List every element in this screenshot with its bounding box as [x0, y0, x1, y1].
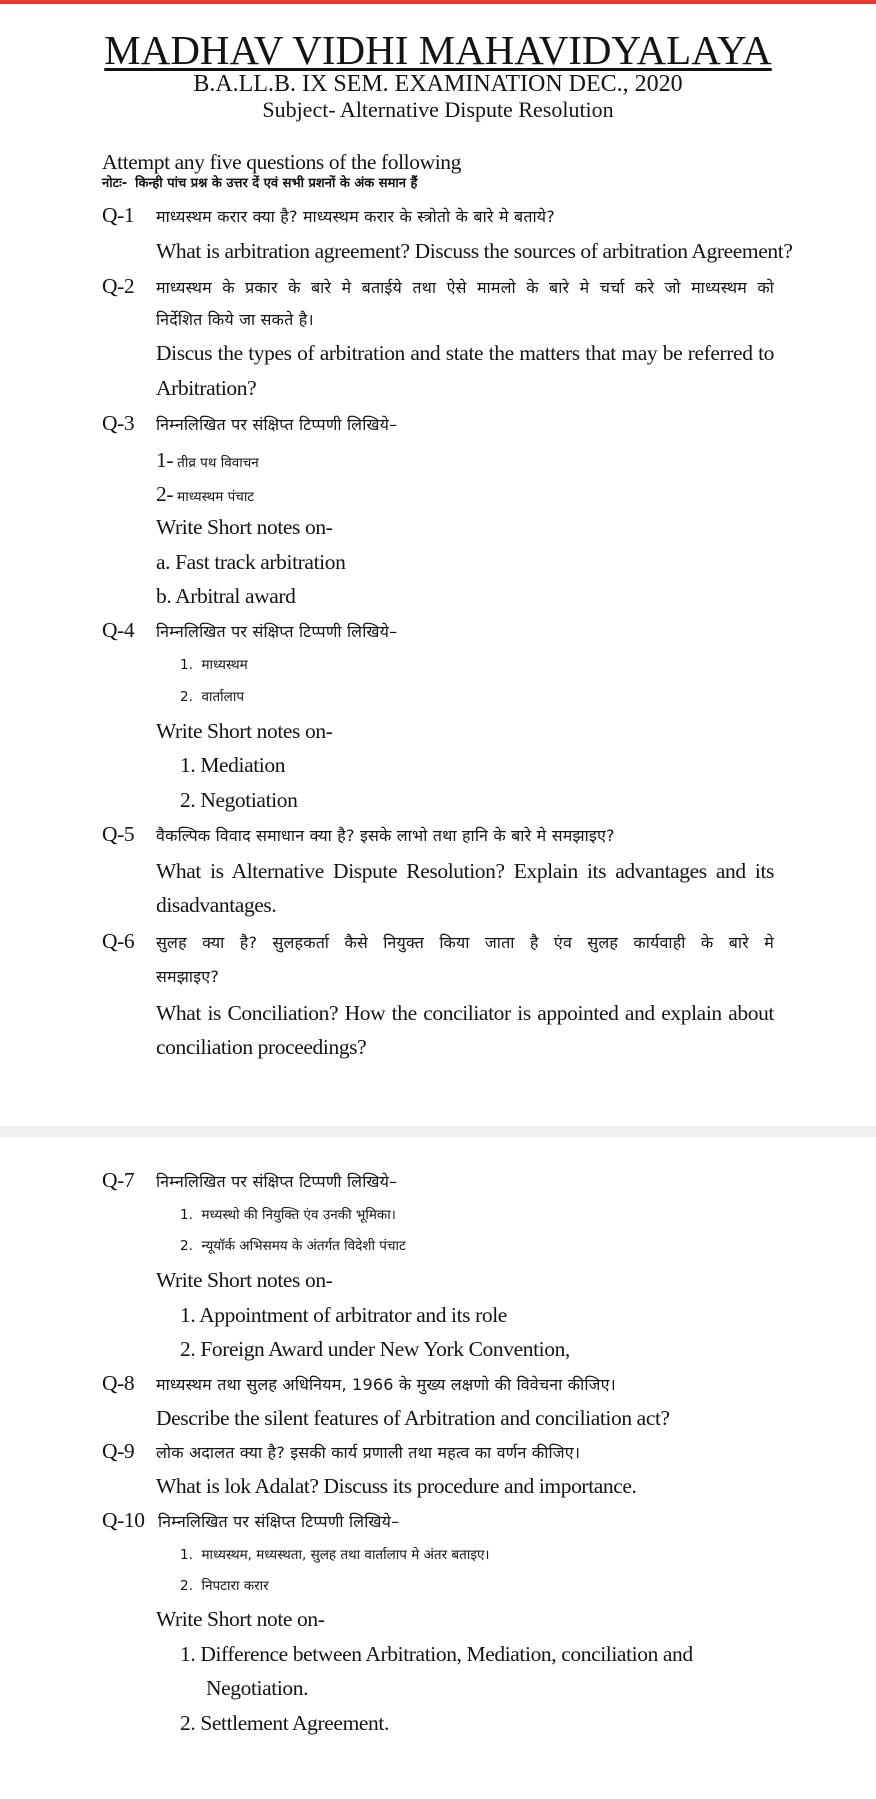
list-item: 1. मध्यस्थो की नियुक्ति एंव उनकी भूमिका। [180, 1207, 396, 1223]
question-number: Q-6 [102, 929, 135, 953]
question-hindi: निम्नलिखित पर संक्षिप्त टिप्पणी लिखिये– [156, 622, 398, 641]
question-hindi: माध्यस्थम करार क्या है? माध्यस्थम करार के स्त्रोतो के बारे मे बताये? [156, 207, 555, 226]
question-hindi: निर्देशित किये जा सकते है। [156, 310, 314, 329]
question-english: What is Alternative Dispute Resolution? Explain its advantages and its [156, 859, 774, 883]
question-number: Q-2 [102, 274, 135, 298]
question-english: Arbitration? [156, 376, 257, 400]
question-number: Q-1 [102, 203, 135, 227]
list-item: 1- तीव्र पथ विवाचन [156, 448, 259, 472]
question-hindi: निम्नलिखित पर संक्षिप्त टिप्पणी लिखिये– [156, 1172, 398, 1191]
question-hindi: निम्नलिखित पर संक्षिप्त टिप्पणी लिखिये– [158, 1512, 400, 1531]
list-item: a. Fast track arbitration [156, 550, 346, 574]
question-english: What is lok Adalat? Discuss its procedure and importance. [156, 1474, 637, 1498]
question-paper-page-2 [0, 1137, 876, 1799]
question-number: Q-7 [102, 1168, 135, 1192]
question-english: What is arbitration agreement? Discuss the sources of arbitration Agreement? [156, 239, 793, 263]
page-separator [0, 1126, 876, 1137]
question-english: What is Conciliation? How the conciliator is appointed and explain about [156, 1001, 774, 1025]
instruction-hindi: नोटः- किन्ही पांच प्रश्न के उत्तर दें एवं सभी प्रशनों के अंक समान हैं [102, 176, 418, 191]
question-hindi: समझाइए? [156, 967, 220, 986]
question-english: Write Short notes on- [156, 1268, 333, 1292]
question-english: Write Short notes on- [156, 719, 333, 743]
list-item: 2. Foreign Award under New York Convention, [180, 1337, 570, 1361]
list-item: 2. वार्तालाप [180, 689, 244, 705]
college-name: MADHAV VIDHI MAHAVIDYALAYA [104, 27, 772, 73]
question-number: Q-8 [102, 1371, 135, 1395]
list-item: 2. निपटारा करार [180, 1578, 269, 1594]
question-number: Q-9 [102, 1439, 135, 1463]
list-item: 2. न्यूयॉर्क अभिसमय के अंतर्गत विदेशी पंचाट [180, 1238, 406, 1254]
exam-title: B.A.LL.B. IX SEM. EXAMINATION DEC., 2020 [193, 71, 683, 97]
list-item: 1. Mediation [180, 753, 286, 777]
question-number: Q-3 [102, 411, 135, 435]
instruction-english: Attempt any five questions of the following [102, 150, 461, 174]
subject-title: Subject- Alternative Dispute Resolution [262, 97, 614, 122]
question-hindi: माध्यस्थम तथा सुलह अधिनियम, 1966 के मुख्य लक्षणो की विवेचना कीजिए। [156, 1375, 616, 1394]
list-item: 1. माध्यस्थम, मध्यस्थता, सुलह तथा वार्तालाप मे अंतर बताइए। [180, 1547, 490, 1563]
question-hindi: निम्नलिखित पर संक्षिप्त टिप्पणी लिखिये– [156, 415, 398, 434]
list-item: 1. Difference between Arbitration, Mediation, conciliation and [180, 1642, 693, 1666]
question-hindi: सुलह क्या है? सुलहकर्ता कैसे नियुक्त किया जाता है एंव सुलह कार्यवाही के बारे मे [156, 933, 774, 952]
list-item: 2- माध्यस्थम पंचाट [156, 482, 255, 506]
question-hindi: माध्यस्थम के प्रकार के बारे मे बताईये तथा ऐसे मामलो के बारे मे चर्चा करे जो माध्यस्थम को [156, 278, 774, 297]
question-english: Discus the types of arbitration and state the matters that may be referred to [156, 341, 774, 365]
list-item-continuation: Negotiation. [206, 1676, 309, 1700]
list-item: 2. Settlement Agreement. [180, 1711, 389, 1735]
question-english: Write Short note on- [156, 1607, 325, 1631]
question-hindi: वैकल्पिक विवाद समाधान क्या है? इसके लाभो तथा हानि के बारे मे समझाइए? [156, 826, 615, 845]
question-number: Q-4 [102, 618, 135, 642]
question-hindi: लोक अदालत क्या है? इसकी कार्य प्रणाली तथा महत्व का वर्णन कीजिए। [156, 1443, 581, 1462]
list-item: 1. Appointment of arbitrator and its role [180, 1303, 507, 1327]
question-paper-page-1 [0, 4, 876, 1126]
question-number: Q-5 [102, 822, 135, 846]
list-item: 1. माध्यस्थम [180, 657, 248, 673]
question-number: Q-10 [102, 1508, 145, 1532]
list-item: b. Arbitral award [156, 584, 296, 608]
list-item: 2. Negotiation [180, 788, 298, 812]
question-english: conciliation proceedings? [156, 1035, 367, 1059]
question-english: Describe the silent features of Arbitration and conciliation act? [156, 1406, 670, 1430]
question-english: disadvantages. [156, 893, 277, 917]
question-english: Write Short notes on- [156, 515, 333, 539]
